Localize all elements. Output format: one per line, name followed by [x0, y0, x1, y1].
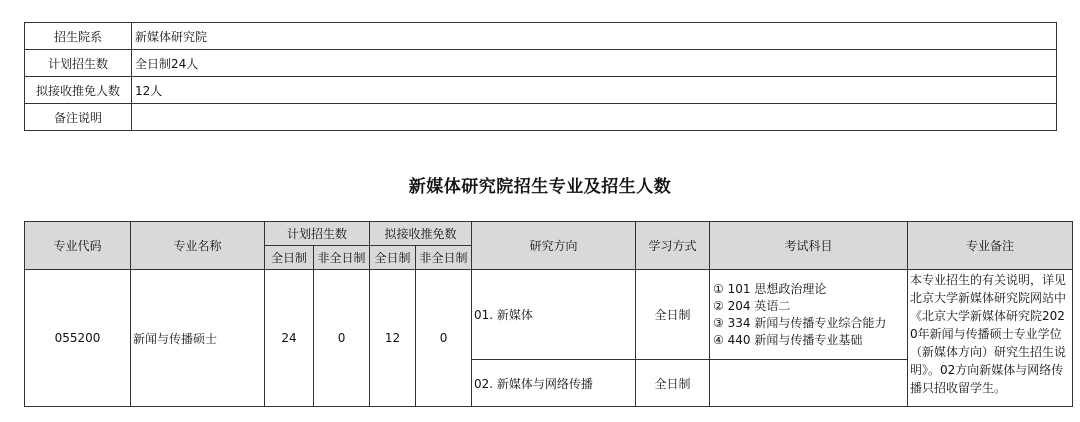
enrollment-table	[24, 221, 1073, 407]
cell-remark	[908, 270, 1073, 407]
cell-direction-1: 01. 新媒体	[472, 270, 636, 360]
cell-plan-part: 0	[314, 270, 370, 407]
cell-mode-2: 全日制	[636, 360, 710, 407]
header-code: 专业代码	[25, 222, 131, 270]
header-study-mode: 学习方式	[636, 222, 710, 270]
cell-mode-1: 全日制	[636, 270, 710, 360]
info-row-recommend	[25, 77, 1057, 104]
remark-text: 本专业招生的有关说明，详见北京大学新媒体研究院网站中《北京大学新媒体研究院2020年新闻与传播硕士专业学位（新媒体方向）研究生招生说明》。02方向新媒体与网络传播只招收留学生。	[910, 273, 1067, 395]
cell-name: 新闻与传播硕士	[131, 270, 265, 407]
exam-subject: ④ 440 新闻与传播专业基础	[713, 332, 863, 347]
info-value: 全日制24人	[132, 50, 1057, 77]
department-info-table	[24, 22, 1057, 131]
info-value	[132, 104, 1057, 131]
exam-subject: ② 204 英语二	[713, 298, 791, 313]
header-direction: 研究方向	[472, 222, 636, 270]
info-value: 新媒体研究院	[132, 23, 1057, 50]
info-label: 拟接收推免人数	[25, 77, 132, 104]
info-value: 12人	[132, 77, 1057, 104]
info-label: 计划招生数	[25, 50, 132, 77]
cell-rec-part: 0	[416, 270, 472, 407]
header-plan-full-time: 全日制	[265, 246, 314, 270]
header-plan: 计划招生数	[265, 222, 370, 246]
table-row	[25, 270, 1073, 360]
cell-exam-subjects	[710, 270, 908, 360]
info-row-department	[25, 23, 1057, 50]
info-label: 招生院系	[25, 23, 132, 50]
exam-subject: ③ 334 新闻与传播专业综合能力	[713, 315, 887, 330]
cell-direction-2: 02. 新媒体与网络传播	[472, 360, 636, 407]
cell-exam-empty	[710, 360, 908, 407]
info-label: 备注说明	[25, 104, 132, 131]
section-title: 新媒体研究院招生专业及招生人数	[408, 177, 672, 197]
cell-plan-full: 24	[265, 270, 314, 407]
header-plan-part-time: 非全日制	[314, 246, 370, 270]
info-row-remarks	[25, 104, 1057, 131]
header-rec-full-time: 全日制	[370, 246, 416, 270]
header-name: 专业名称	[131, 222, 265, 270]
header-rec-part-time: 非全日制	[416, 246, 472, 270]
header-remark: 专业备注	[908, 222, 1073, 270]
header-exam: 考试科目	[710, 222, 908, 270]
cell-code: 055200	[25, 270, 131, 407]
info-row-planned	[25, 50, 1057, 77]
cell-rec-full: 12	[370, 270, 416, 407]
header-row	[25, 222, 1073, 246]
exam-subject: ① 101 思想政治理论	[713, 281, 827, 296]
header-recommend: 拟接收推免数	[370, 222, 472, 246]
